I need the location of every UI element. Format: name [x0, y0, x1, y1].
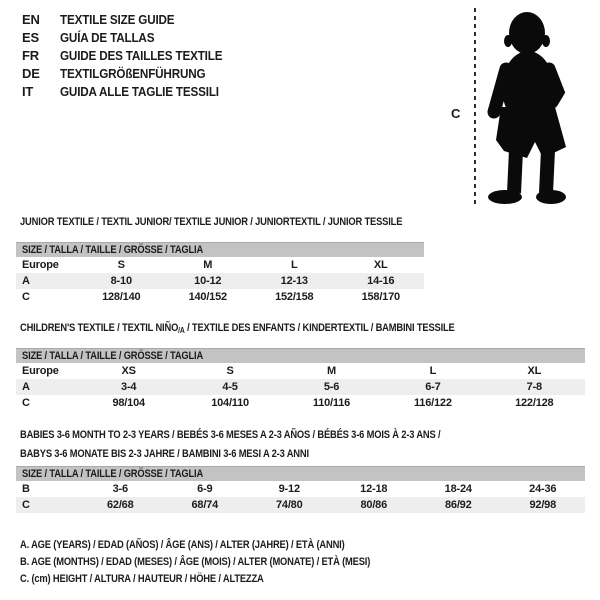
- size-cell: 3-6: [112, 483, 128, 495]
- children-title-subscript: /A: [178, 326, 185, 335]
- size-cell: 68/74: [163, 497, 248, 513]
- size-cell: M: [326, 365, 336, 377]
- table-row: [16, 257, 424, 273]
- section-title-babies: [20, 426, 515, 464]
- size-cell: 92/98: [501, 497, 586, 513]
- size-cell: 5-6: [281, 379, 382, 395]
- size-cell: 104/110: [211, 397, 249, 409]
- size-cell: L: [429, 365, 437, 377]
- size-cell: S: [117, 259, 125, 271]
- language-code: DE: [22, 66, 40, 81]
- row-label: Europe: [22, 365, 59, 377]
- table-row: [16, 379, 585, 395]
- footnote-c-text: C. (cm) HEIGHT / ALTURA / HAUTEUR / HÖHE / ALTEZZA: [20, 573, 264, 585]
- junior-size-table: [16, 242, 424, 305]
- size-cell: M: [203, 259, 213, 271]
- size-cell: 86/92: [416, 497, 501, 513]
- size-cell: 9-12: [278, 483, 300, 495]
- language-title: TEXTILGRÖßENFÜHRUNG: [60, 66, 206, 81]
- size-cell: L: [290, 259, 298, 271]
- language-code: FR: [22, 48, 39, 63]
- size-cell: 14-16: [338, 273, 425, 289]
- language-code: EN: [22, 12, 40, 27]
- size-header-text: SIZE / TALLA / TAILLE / GRÖSSE / TAGLIA: [22, 244, 204, 256]
- size-cell: 158/170: [361, 291, 400, 303]
- size-cell: 12-18: [360, 483, 388, 495]
- children-table-grid: [16, 363, 585, 411]
- babies-title-line1: BABIES 3-6 MONTH TO 2-3 YEARS / BEBÉS 3-6 MESES A 2-3 AÑOS / BÉBÉS 3-6 MOIS À 2-3 ANS /: [20, 429, 441, 441]
- language-code: IT: [22, 84, 34, 99]
- babies-size-table: [16, 466, 585, 513]
- size-cell: 116/122: [413, 397, 452, 409]
- size-cell: 74/80: [247, 497, 332, 513]
- size-cell: 10-12: [165, 273, 252, 289]
- language-row: [22, 29, 240, 47]
- footnote-a-text: A. AGE (YEARS) / EDAD (AÑOS) / ÂGE (ANS) / ALTER (JAHRE) / ETÀ (ANNI): [20, 539, 345, 551]
- table-row: [16, 497, 585, 513]
- row-label: C: [16, 497, 78, 513]
- table-row: [16, 289, 424, 305]
- size-cell: 4-5: [179, 379, 280, 395]
- footnote-c: [20, 571, 432, 588]
- row-label: B: [22, 483, 30, 495]
- size-cell: XL: [527, 365, 542, 377]
- footnote-b-text: B. AGE (MONTHS) / EDAD (MESES) / ÂGE (MOIS) / ALTER (MONATE) / ETÀ (MESI): [20, 556, 371, 568]
- footnotes: [20, 537, 432, 588]
- height-measure-label: C: [451, 106, 461, 121]
- size-cell: 140/152: [188, 291, 227, 303]
- section-title-junior: [20, 216, 470, 228]
- language-title: GUIDA ALLE TAGLIE TESSILI: [60, 84, 219, 99]
- size-cell: 8-10: [78, 273, 165, 289]
- section-title-junior-text: JUNIOR TEXTILE / TEXTIL JUNIOR/ TEXTILE JUNIOR / JUNIORTEXTIL / JUNIOR TESSILE: [20, 216, 403, 228]
- size-cell: 152/158: [275, 291, 314, 303]
- language-row: [22, 47, 240, 65]
- footnote-b: [20, 554, 432, 571]
- table-row: [16, 273, 424, 289]
- language-title: GUÍA DE TALLAS: [60, 30, 155, 45]
- size-cell: 6-7: [382, 379, 483, 395]
- footnote-a: [20, 537, 432, 554]
- row-label: C: [22, 397, 30, 409]
- children-title-post: / TEXTILE DES ENFANTS / KINDERTEXTIL / BAMBINI TESSILE: [184, 322, 455, 334]
- table-row: [16, 481, 585, 497]
- size-cell: 62/68: [78, 497, 163, 513]
- size-cell: 128/140: [102, 291, 141, 303]
- size-cell: 110/116: [312, 397, 351, 409]
- table-row: [16, 363, 585, 379]
- children-size-table: [16, 348, 585, 411]
- language-header: [22, 11, 240, 101]
- size-cell: 98/104: [112, 397, 145, 409]
- size-cell: 18-24: [444, 483, 472, 495]
- row-label: C: [22, 291, 30, 303]
- toddler-silhouette-icon: [480, 0, 600, 215]
- language-row: [22, 83, 240, 101]
- size-header-bar: [16, 348, 585, 363]
- section-title-children-text: [20, 322, 455, 335]
- row-label: A: [16, 379, 78, 395]
- size-header-text: SIZE / TALLA / TAILLE / GRÖSSE / TAGLIA: [22, 350, 204, 362]
- size-header-bar: [16, 466, 585, 481]
- table-row: [16, 395, 585, 411]
- language-title: GUIDE DES TAILLES TEXTILE: [60, 48, 223, 63]
- size-cell: 122/128: [515, 397, 554, 409]
- language-title: TEXTILE SIZE GUIDE: [60, 12, 175, 27]
- section-title-children: [20, 322, 531, 335]
- size-header-text: SIZE / TALLA / TAILLE / GRÖSSE / TAGLIA: [22, 468, 204, 480]
- size-cell: XL: [373, 259, 388, 271]
- language-row: [22, 65, 240, 83]
- language-code: ES: [22, 30, 39, 45]
- height-measure-line: [474, 8, 476, 206]
- row-label: A: [16, 273, 78, 289]
- size-cell: 3-4: [78, 379, 179, 395]
- junior-table-grid: [16, 257, 424, 305]
- size-header-bar: [16, 242, 424, 257]
- size-cell: 6-9: [197, 483, 213, 495]
- babies-table-grid: [16, 481, 585, 513]
- size-cell: 12-13: [251, 273, 338, 289]
- row-label: Europe: [22, 259, 59, 271]
- size-cell: XS: [121, 365, 136, 377]
- babies-title-line2: BABYS 3-6 MONATE BIS 2-3 JAHRE / BAMBINI 3-6 MESI A 2-3 ANNI: [20, 448, 309, 460]
- size-cell: 7-8: [484, 379, 585, 395]
- size-cell: 80/86: [332, 497, 417, 513]
- size-cell: S: [226, 365, 234, 377]
- children-title-pre: CHILDREN'S TEXTILE / TEXTIL NIÑO: [20, 322, 179, 334]
- language-row: [22, 11, 240, 29]
- size-cell: 24-36: [529, 483, 557, 495]
